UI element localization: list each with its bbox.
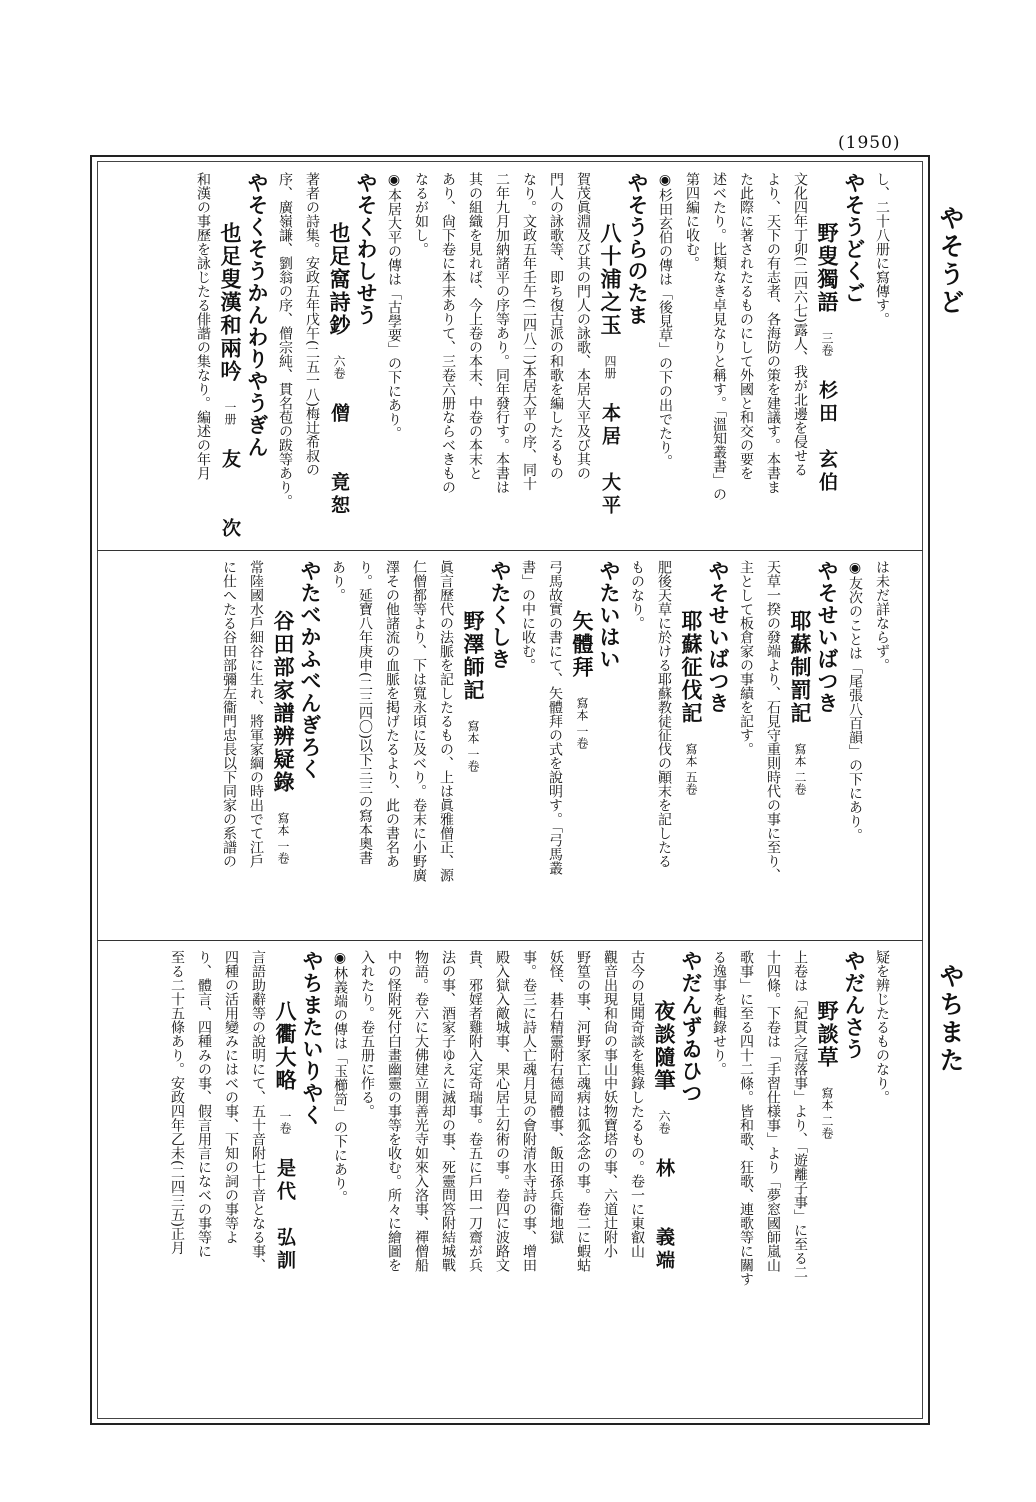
entry-title-line — [596, 172, 624, 544]
entry-reading: やたべかふべんぎろく — [298, 560, 323, 780]
text-line: 眞言歷代の法脈を記したるもの、上は眞雅僧正、源 — [438, 560, 454, 882]
text-line: 事。卷三に詩人亡魂月見の會附清水寺詩の事、增田 — [521, 950, 537, 1272]
entry-author: 友 次 — [219, 449, 241, 541]
text-line: に仕へたる谷田部彌左衞門忠長以下同家の系譜の — [221, 560, 237, 868]
entry-reading: やちまたいりやく — [300, 950, 325, 1126]
text-line: あり、尙下卷に本末ありて、三卷六册ならべきもの — [440, 172, 456, 494]
text-line: は未だ詳ならず。 — [874, 560, 890, 672]
entry-title: 野談草 — [815, 1000, 840, 1069]
entry-title-line — [459, 560, 487, 936]
page-number: (1950) — [838, 133, 901, 153]
text-line: 古今の見聞奇談を集錄したるもの。卷一に東叡山 — [629, 950, 645, 1258]
entry-title-line — [568, 560, 596, 936]
entry-volumes: 四册 — [603, 355, 617, 379]
text-line: より、天下の有志者、各海防の策を建議す。本書ま — [765, 172, 781, 494]
text-line: 書」の中に收む。 — [520, 560, 536, 672]
text-line: 入れたり。卷五册に作る。 — [359, 950, 375, 1118]
text-line: 殿入獄入敵城事、果心居士幻術の事。卷四に波路文 — [494, 950, 510, 1272]
entry-volumes: 寫本 一卷 — [276, 812, 290, 864]
text-line: 觀音出現和尙の事山中妖物寶塔の事、六道辻附小 — [602, 950, 618, 1258]
text-line: 物語。卷六に大佛建立開善光寺如來入洛事、禪僧船 — [413, 950, 429, 1272]
entry-title: 矢體拜 — [570, 610, 595, 679]
text-line: 著者の詩集。安政五年戊午(二五一八)梅辻希叔の — [304, 172, 320, 477]
entry-author: 是代 弘訓 — [274, 1158, 296, 1273]
text-line: 弓馬故實の書にて、矢體拜の式を說明す。「弓馬叢 — [547, 560, 563, 875]
entry-reading: やだんさう — [842, 950, 867, 1060]
entry-volumes: 一册 — [223, 401, 237, 425]
entry-title: 八十浦之玉 — [598, 222, 623, 337]
entry-volumes: 寫本 一卷 — [575, 697, 589, 749]
text-line: 主として板倉家の事績を記す。 — [738, 560, 754, 756]
text-line: なり。文政五年壬午(二四八二)本居大平の序、同十 — [521, 172, 537, 491]
text-line: る逸事を輯錄せり。 — [711, 950, 727, 1076]
text-line: 第四編に收む。 — [684, 172, 700, 270]
text-line: 歌事」に至る四十二條。皆和歌、狂歌、連歌等に關す — [738, 950, 754, 1286]
text-line: ◉林義端の傳は「玉櫛笥」の下にあり。 — [332, 950, 348, 1204]
entry-reading: やたくしき — [488, 560, 513, 670]
text-line: あり。 — [330, 560, 346, 602]
text-line: ものなり。 — [629, 560, 645, 630]
entry-title: 夜談隨筆 — [652, 1000, 677, 1092]
text-line: 至る二十五條あり。安政四年乙未(二四三五)正月 — [169, 950, 185, 1255]
text-line: 言語助辭等の說明にて、五十音附七十音となる事、 — [250, 950, 266, 1272]
entry-title-line — [269, 560, 297, 936]
entry-author: 僧 竟恕 — [328, 403, 350, 518]
entry-title: 也足叟漢和兩吟 — [218, 222, 243, 383]
entry-reading: やそくそうかんわりやうぎん — [245, 172, 270, 458]
entry-title-line — [216, 172, 244, 544]
text-line: 澤その他諸流の血脈を掲げたるより、此の書名あ — [384, 560, 400, 868]
text-line: 和漢の事歷を詠じたる俳諧の集なり。編述の年月 — [195, 172, 211, 480]
text-line: 中の怪附死付白畫幽靈の事等を收む。所々に繪圖を — [386, 950, 402, 1272]
section-panel-1 — [110, 172, 895, 544]
text-line: なるが如し。 — [413, 172, 429, 256]
text-line: 妖怪、碁石精靈附右德岡體事、飯田孫兵衞地獄 — [548, 950, 564, 1244]
section-divider-2 — [97, 940, 923, 941]
entry-volumes: 六卷 — [332, 355, 346, 379]
entry-title: 野叟獨語 — [815, 222, 840, 314]
entry-reading: やそせいばつき — [706, 560, 731, 714]
entry-title: 谷田部家譜辨疑錄 — [271, 610, 296, 794]
text-line: 貴、邪婬者雞附入定奇瑞事。卷五に戶田一刀齋が兵 — [467, 950, 483, 1272]
text-line: 野篁の事、河野家亡魂病は狐念念の事。卷二に蝦蛄 — [575, 950, 591, 1272]
entry-volumes: 一卷 — [278, 1110, 292, 1134]
entry-reading: やたいはい — [597, 560, 622, 670]
entry-reading: やそうどくご — [842, 172, 867, 304]
text-line: 述べたり。比類なき卓見なりと稱す。「溫知叢書」の — [711, 172, 727, 501]
text-line: し、二十八册に寫傳す。 — [874, 172, 890, 326]
text-line: 十四條。下卷は「手習仕様事」より「夢窓國師嵐山 — [765, 950, 781, 1272]
text-line: ◉友次のことは「尾張八百韻」の下にあり。 — [847, 560, 863, 842]
entry-author: 林 義端 — [653, 1158, 675, 1273]
entry-author: 杉田 玄伯 — [816, 380, 838, 495]
entry-title-line — [813, 950, 841, 1412]
text-line: り。延寶八年庚申(二三四〇)以下三三の寫本奧書 — [357, 560, 373, 865]
entry-author: 本居 大平 — [599, 403, 621, 518]
entry-reading: やそせいばつき — [815, 560, 840, 714]
entry-title-line — [786, 560, 814, 936]
text-line: 天草一揆の發端より、石見守重則時代の事に至り、 — [765, 560, 781, 882]
entry-title-line — [325, 172, 353, 544]
text-line: 四種の活用變みにはべの事、下知の詞の事等よ — [223, 950, 239, 1244]
entry-volumes: 寫本 一卷 — [466, 720, 480, 772]
text-line: 二年九月加納諸平の序等あり。同年發行す。本書は — [494, 172, 510, 494]
text-line: 賀茂眞淵及び其の門人の詠歌、本居大平及び其の — [575, 172, 591, 480]
entry-title: 八衢大略 — [273, 1000, 298, 1092]
entry-reading: やだんずゐひつ — [679, 950, 704, 1104]
text-line: 疑を辨じたるものなり。 — [874, 950, 890, 1104]
text-line: 上卷は「紀貫之冠落事」より、「遊離子事」に至る二 — [792, 950, 808, 1279]
text-line: り、體言、四種みの事、假言用言になべの事等に — [196, 950, 212, 1258]
section-panel-3 — [110, 950, 895, 1412]
entry-title-line — [271, 950, 299, 1412]
text-line: 序、廣嶺謙、劉翁の序、僧宗純、貫名苞の跋等あり。 — [277, 172, 293, 508]
text-line: 肥後天草に於ける耶蘇教徒征伐の顚末を記したる — [656, 560, 672, 868]
entry-volumes: 六卷 — [657, 1110, 671, 1134]
entry-title-line — [813, 172, 841, 544]
text-line: 文化四年丁卯(二四六七)露人、我が北邊を侵せる — [792, 172, 808, 477]
text-line: 門人の詠歌等、即ち復古派の和歌を編したるもの — [548, 172, 564, 480]
text-line: た此際に著されたるものにして外國と和交の要を — [738, 172, 754, 480]
entry-title-line — [677, 560, 705, 936]
entry-volumes: 三卷 — [820, 332, 834, 356]
entry-volumes: 寫本 二卷 — [820, 1087, 834, 1139]
side-label-bottom: やちまた — [936, 963, 965, 1075]
entry-title: 野澤師記 — [461, 610, 486, 702]
entry-title: 也足窩詩鈔 — [327, 222, 352, 337]
section-panel-2 — [110, 560, 895, 936]
entry-reading: やそくわしせう — [354, 172, 379, 326]
text-line: 仁僧都等より、下は寬永頃に及べり。卷末に小野廣 — [411, 560, 427, 882]
entry-title: 耶蘇制罰記 — [788, 610, 813, 725]
entry-reading: やそうらのたま — [625, 172, 650, 326]
entry-title: 耶蘇征伐記 — [679, 610, 704, 725]
text-line: ◉本居大平の傳は「古學要」の下にあり。 — [386, 172, 402, 440]
text-line: 其の組織を見れば、今上卷の本末、中卷の本末と — [467, 172, 483, 480]
entry-volumes: 寫本 五卷 — [684, 743, 698, 795]
text-line: 法の事、酒家子ゆえに滅却の事、死靈問答附結城戰 — [440, 950, 456, 1272]
entry-title-line — [650, 950, 678, 1412]
entry-volumes: 寫本 二卷 — [793, 743, 807, 795]
text-line: 常陸國水戶細谷に生れ、將軍家綱の時出でて江戶 — [248, 560, 264, 868]
side-label-top: やそうど — [936, 205, 965, 317]
text-line: ◉杉田玄伯の傳は「後見草」の下の出でたり。 — [657, 172, 673, 468]
section-divider-1 — [97, 550, 923, 551]
